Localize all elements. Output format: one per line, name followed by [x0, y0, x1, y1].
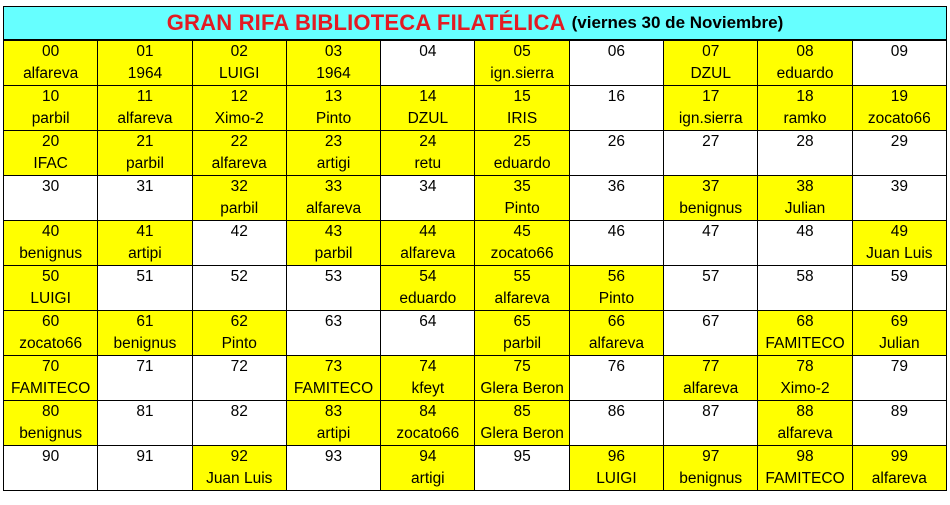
ticket-number: 20	[4, 131, 98, 154]
raffle-sheet	[3, 6, 947, 491]
ticket-holder-name: alfareva	[98, 108, 192, 131]
ticket-number: 94	[381, 446, 475, 469]
page-subtitle: (viernes 30 de Noviembre)	[571, 13, 784, 32]
ticket-holder-name: zocato66	[852, 108, 946, 131]
ticket-holder-name	[758, 288, 852, 311]
ticket-number: 54	[381, 266, 475, 289]
ticket-holder-name	[381, 333, 475, 356]
ticket-number: 40	[4, 221, 98, 244]
ticket-holder-name: Ximo-2	[758, 378, 852, 401]
ticket-number: 98	[758, 446, 852, 469]
ticket-number: 44	[381, 221, 475, 244]
ticket-number: 13	[286, 86, 380, 109]
ticket-number-row	[4, 446, 947, 469]
ticket-number: 73	[286, 356, 380, 379]
ticket-holder-name: artipi	[98, 243, 192, 266]
ticket-holder-name: DZUL	[664, 63, 758, 86]
ticket-holder-name	[98, 198, 192, 221]
ticket-number: 02	[192, 41, 286, 64]
ticket-number: 37	[664, 176, 758, 199]
ticket-holder-name: parbil	[192, 198, 286, 221]
ticket-number-row	[4, 86, 947, 109]
ticket-number: 31	[98, 176, 192, 199]
ticket-number: 81	[98, 401, 192, 424]
ticket-holder-name: artigi	[286, 153, 380, 176]
ticket-number: 08	[758, 41, 852, 64]
ticket-holder-name: ramko	[758, 108, 852, 131]
ticket-name-row	[4, 468, 947, 491]
ticket-holder-name	[381, 63, 475, 86]
ticket-holder-name	[664, 243, 758, 266]
ticket-holder-name	[852, 63, 946, 86]
ticket-holder-name: Juan Luis	[192, 468, 286, 491]
ticket-holder-name: benignus	[4, 423, 98, 446]
ticket-number: 86	[569, 401, 663, 424]
ticket-number: 91	[98, 446, 192, 469]
ticket-number: 19	[852, 86, 946, 109]
ticket-holder-name: zocato66	[381, 423, 475, 446]
ticket-number: 03	[286, 41, 380, 64]
ticket-number: 18	[758, 86, 852, 109]
ticket-holder-name	[569, 198, 663, 221]
ticket-holder-name	[664, 423, 758, 446]
ticket-holder-name: alfareva	[286, 198, 380, 221]
ticket-holder-name: alfareva	[758, 423, 852, 446]
ticket-number: 97	[664, 446, 758, 469]
ticket-holder-name: LUIGI	[569, 468, 663, 491]
ticket-number: 74	[381, 356, 475, 379]
ticket-number: 87	[664, 401, 758, 424]
ticket-number: 39	[852, 176, 946, 199]
ticket-number: 66	[569, 311, 663, 334]
ticket-number: 21	[98, 131, 192, 154]
ticket-number: 72	[192, 356, 286, 379]
ticket-holder-name: Julian	[758, 198, 852, 221]
ticket-number: 63	[286, 311, 380, 334]
ticket-number: 83	[286, 401, 380, 424]
ticket-holder-name	[286, 468, 380, 491]
ticket-holder-name	[758, 153, 852, 176]
ticket-name-row	[4, 108, 947, 131]
ticket-number: 58	[758, 266, 852, 289]
ticket-number: 29	[852, 131, 946, 154]
ticket-name-row	[4, 63, 947, 86]
raffle-grid	[3, 40, 947, 491]
ticket-holder-name: alfareva	[569, 333, 663, 356]
ticket-holder-name: FAMITECO	[4, 378, 98, 401]
ticket-holder-name: Pinto	[286, 108, 380, 131]
ticket-number: 45	[475, 221, 569, 244]
ticket-number: 17	[664, 86, 758, 109]
ticket-number: 71	[98, 356, 192, 379]
ticket-number: 52	[192, 266, 286, 289]
ticket-holder-name: parbil	[475, 333, 569, 356]
ticket-number: 47	[664, 221, 758, 244]
ticket-holder-name	[381, 198, 475, 221]
ticket-number: 95	[475, 446, 569, 469]
ticket-holder-name: FAMITECO	[286, 378, 380, 401]
ticket-number: 92	[192, 446, 286, 469]
ticket-holder-name: parbil	[4, 108, 98, 131]
ticket-number: 34	[381, 176, 475, 199]
ticket-number: 61	[98, 311, 192, 334]
ticket-holder-name: alfareva	[852, 468, 946, 491]
ticket-holder-name: parbil	[286, 243, 380, 266]
ticket-name-row	[4, 423, 947, 446]
ticket-number-row	[4, 311, 947, 334]
ticket-number: 76	[569, 356, 663, 379]
ticket-name-row	[4, 243, 947, 266]
ticket-number: 12	[192, 86, 286, 109]
ticket-name-row	[4, 153, 947, 176]
ticket-number: 11	[98, 86, 192, 109]
ticket-holder-name	[192, 288, 286, 311]
ticket-number: 50	[4, 266, 98, 289]
ticket-holder-name: ign.sierra	[664, 108, 758, 131]
ticket-number: 64	[381, 311, 475, 334]
ticket-number: 00	[4, 41, 98, 64]
ticket-number: 04	[381, 41, 475, 64]
ticket-number: 59	[852, 266, 946, 289]
ticket-holder-name	[852, 423, 946, 446]
ticket-number: 16	[569, 86, 663, 109]
ticket-holder-name: retu	[381, 153, 475, 176]
ticket-name-row	[4, 378, 947, 401]
ticket-number: 65	[475, 311, 569, 334]
ticket-holder-name	[98, 378, 192, 401]
ticket-holder-name: LUIGI	[4, 288, 98, 311]
ticket-holder-name: 1964	[98, 63, 192, 86]
ticket-number: 90	[4, 446, 98, 469]
ticket-number: 25	[475, 131, 569, 154]
ticket-holder-name: FAMITECO	[758, 333, 852, 356]
ticket-holder-name: FAMITECO	[758, 468, 852, 491]
ticket-number: 62	[192, 311, 286, 334]
ticket-number: 36	[569, 176, 663, 199]
ticket-number: 41	[98, 221, 192, 244]
ticket-holder-name	[569, 378, 663, 401]
ticket-number: 55	[475, 266, 569, 289]
ticket-holder-name: Ximo-2	[192, 108, 286, 131]
ticket-holder-name: kfeyt	[381, 378, 475, 401]
ticket-holder-name: IRIS	[475, 108, 569, 131]
ticket-number: 51	[98, 266, 192, 289]
ticket-number: 32	[192, 176, 286, 199]
ticket-number-row	[4, 41, 947, 64]
ticket-number: 35	[475, 176, 569, 199]
ticket-number: 33	[286, 176, 380, 199]
ticket-number: 43	[286, 221, 380, 244]
ticket-holder-name: IFAC	[4, 153, 98, 176]
ticket-holder-name	[4, 198, 98, 221]
ticket-number: 38	[758, 176, 852, 199]
ticket-holder-name: eduardo	[758, 63, 852, 86]
ticket-number: 67	[664, 311, 758, 334]
ticket-holder-name: alfareva	[664, 378, 758, 401]
ticket-holder-name	[286, 288, 380, 311]
ticket-number: 14	[381, 86, 475, 109]
ticket-number-row	[4, 221, 947, 244]
ticket-holder-name	[4, 468, 98, 491]
ticket-holder-name: alfareva	[4, 63, 98, 86]
ticket-holder-name: benignus	[4, 243, 98, 266]
ticket-name-row	[4, 333, 947, 356]
ticket-holder-name: eduardo	[475, 153, 569, 176]
ticket-holder-name	[852, 378, 946, 401]
ticket-number: 89	[852, 401, 946, 424]
ticket-number: 57	[664, 266, 758, 289]
ticket-number: 60	[4, 311, 98, 334]
ticket-number-row	[4, 356, 947, 379]
ticket-number: 75	[475, 356, 569, 379]
ticket-number-row	[4, 266, 947, 289]
ticket-holder-name: DZUL	[381, 108, 475, 131]
ticket-holder-name: zocato66	[4, 333, 98, 356]
ticket-holder-name	[569, 63, 663, 86]
ticket-number: 26	[569, 131, 663, 154]
ticket-holder-name: alfareva	[192, 153, 286, 176]
ticket-number: 46	[569, 221, 663, 244]
ticket-holder-name: alfareva	[381, 243, 475, 266]
ticket-number: 10	[4, 86, 98, 109]
ticket-number: 09	[852, 41, 946, 64]
ticket-number: 70	[4, 356, 98, 379]
ticket-name-row	[4, 198, 947, 221]
ticket-holder-name	[758, 243, 852, 266]
ticket-number: 24	[381, 131, 475, 154]
ticket-holder-name: alfareva	[475, 288, 569, 311]
ticket-number: 85	[475, 401, 569, 424]
ticket-holder-name: artigi	[381, 468, 475, 491]
ticket-number: 99	[852, 446, 946, 469]
ticket-holder-name: Glera Beron	[475, 378, 569, 401]
ticket-holder-name	[664, 288, 758, 311]
ticket-holder-name: benignus	[664, 468, 758, 491]
page-title: GRAN RIFA BIBLIOTECA FILATÉLICA	[166, 10, 566, 35]
ticket-number: 88	[758, 401, 852, 424]
ticket-number: 84	[381, 401, 475, 424]
ticket-holder-name: eduardo	[381, 288, 475, 311]
ticket-number: 80	[4, 401, 98, 424]
ticket-number-row	[4, 401, 947, 424]
ticket-holder-name	[98, 468, 192, 491]
ticket-number: 78	[758, 356, 852, 379]
ticket-holder-name: Glera Beron	[475, 423, 569, 446]
ticket-holder-name	[569, 153, 663, 176]
ticket-number: 42	[192, 221, 286, 244]
ticket-number-row	[4, 131, 947, 154]
title-bar	[3, 6, 947, 40]
ticket-holder-name: zocato66	[475, 243, 569, 266]
ticket-holder-name: artipi	[286, 423, 380, 446]
ticket-number: 27	[664, 131, 758, 154]
ticket-holder-name	[569, 423, 663, 446]
ticket-number: 93	[286, 446, 380, 469]
ticket-holder-name: LUIGI	[192, 63, 286, 86]
ticket-number: 06	[569, 41, 663, 64]
ticket-holder-name: Pinto	[569, 288, 663, 311]
ticket-holder-name	[664, 153, 758, 176]
ticket-number: 22	[192, 131, 286, 154]
ticket-holder-name	[852, 288, 946, 311]
ticket-holder-name: Pinto	[475, 198, 569, 221]
ticket-holder-name	[475, 468, 569, 491]
ticket-holder-name: Juan Luis	[852, 243, 946, 266]
ticket-holder-name: benignus	[98, 333, 192, 356]
ticket-holder-name	[192, 243, 286, 266]
ticket-number: 68	[758, 311, 852, 334]
ticket-name-row	[4, 288, 947, 311]
ticket-number: 48	[758, 221, 852, 244]
ticket-number: 28	[758, 131, 852, 154]
ticket-number: 77	[664, 356, 758, 379]
ticket-holder-name: 1964	[286, 63, 380, 86]
ticket-number: 49	[852, 221, 946, 244]
ticket-holder-name	[852, 153, 946, 176]
ticket-number: 23	[286, 131, 380, 154]
ticket-holder-name	[192, 423, 286, 446]
ticket-number-row	[4, 176, 947, 199]
ticket-holder-name	[286, 333, 380, 356]
ticket-holder-name	[569, 108, 663, 131]
ticket-holder-name: Pinto	[192, 333, 286, 356]
ticket-holder-name	[569, 243, 663, 266]
ticket-number: 69	[852, 311, 946, 334]
ticket-number: 79	[852, 356, 946, 379]
ticket-number: 05	[475, 41, 569, 64]
ticket-holder-name: parbil	[98, 153, 192, 176]
ticket-holder-name: Julian	[852, 333, 946, 356]
ticket-number: 96	[569, 446, 663, 469]
ticket-number: 53	[286, 266, 380, 289]
ticket-holder-name	[664, 333, 758, 356]
ticket-number: 56	[569, 266, 663, 289]
ticket-number: 30	[4, 176, 98, 199]
ticket-number: 07	[664, 41, 758, 64]
ticket-holder-name: benignus	[664, 198, 758, 221]
ticket-holder-name	[98, 288, 192, 311]
ticket-number: 82	[192, 401, 286, 424]
ticket-holder-name: ign.sierra	[475, 63, 569, 86]
ticket-holder-name	[98, 423, 192, 446]
ticket-number: 15	[475, 86, 569, 109]
ticket-holder-name	[192, 378, 286, 401]
ticket-holder-name	[852, 198, 946, 221]
ticket-number: 01	[98, 41, 192, 64]
